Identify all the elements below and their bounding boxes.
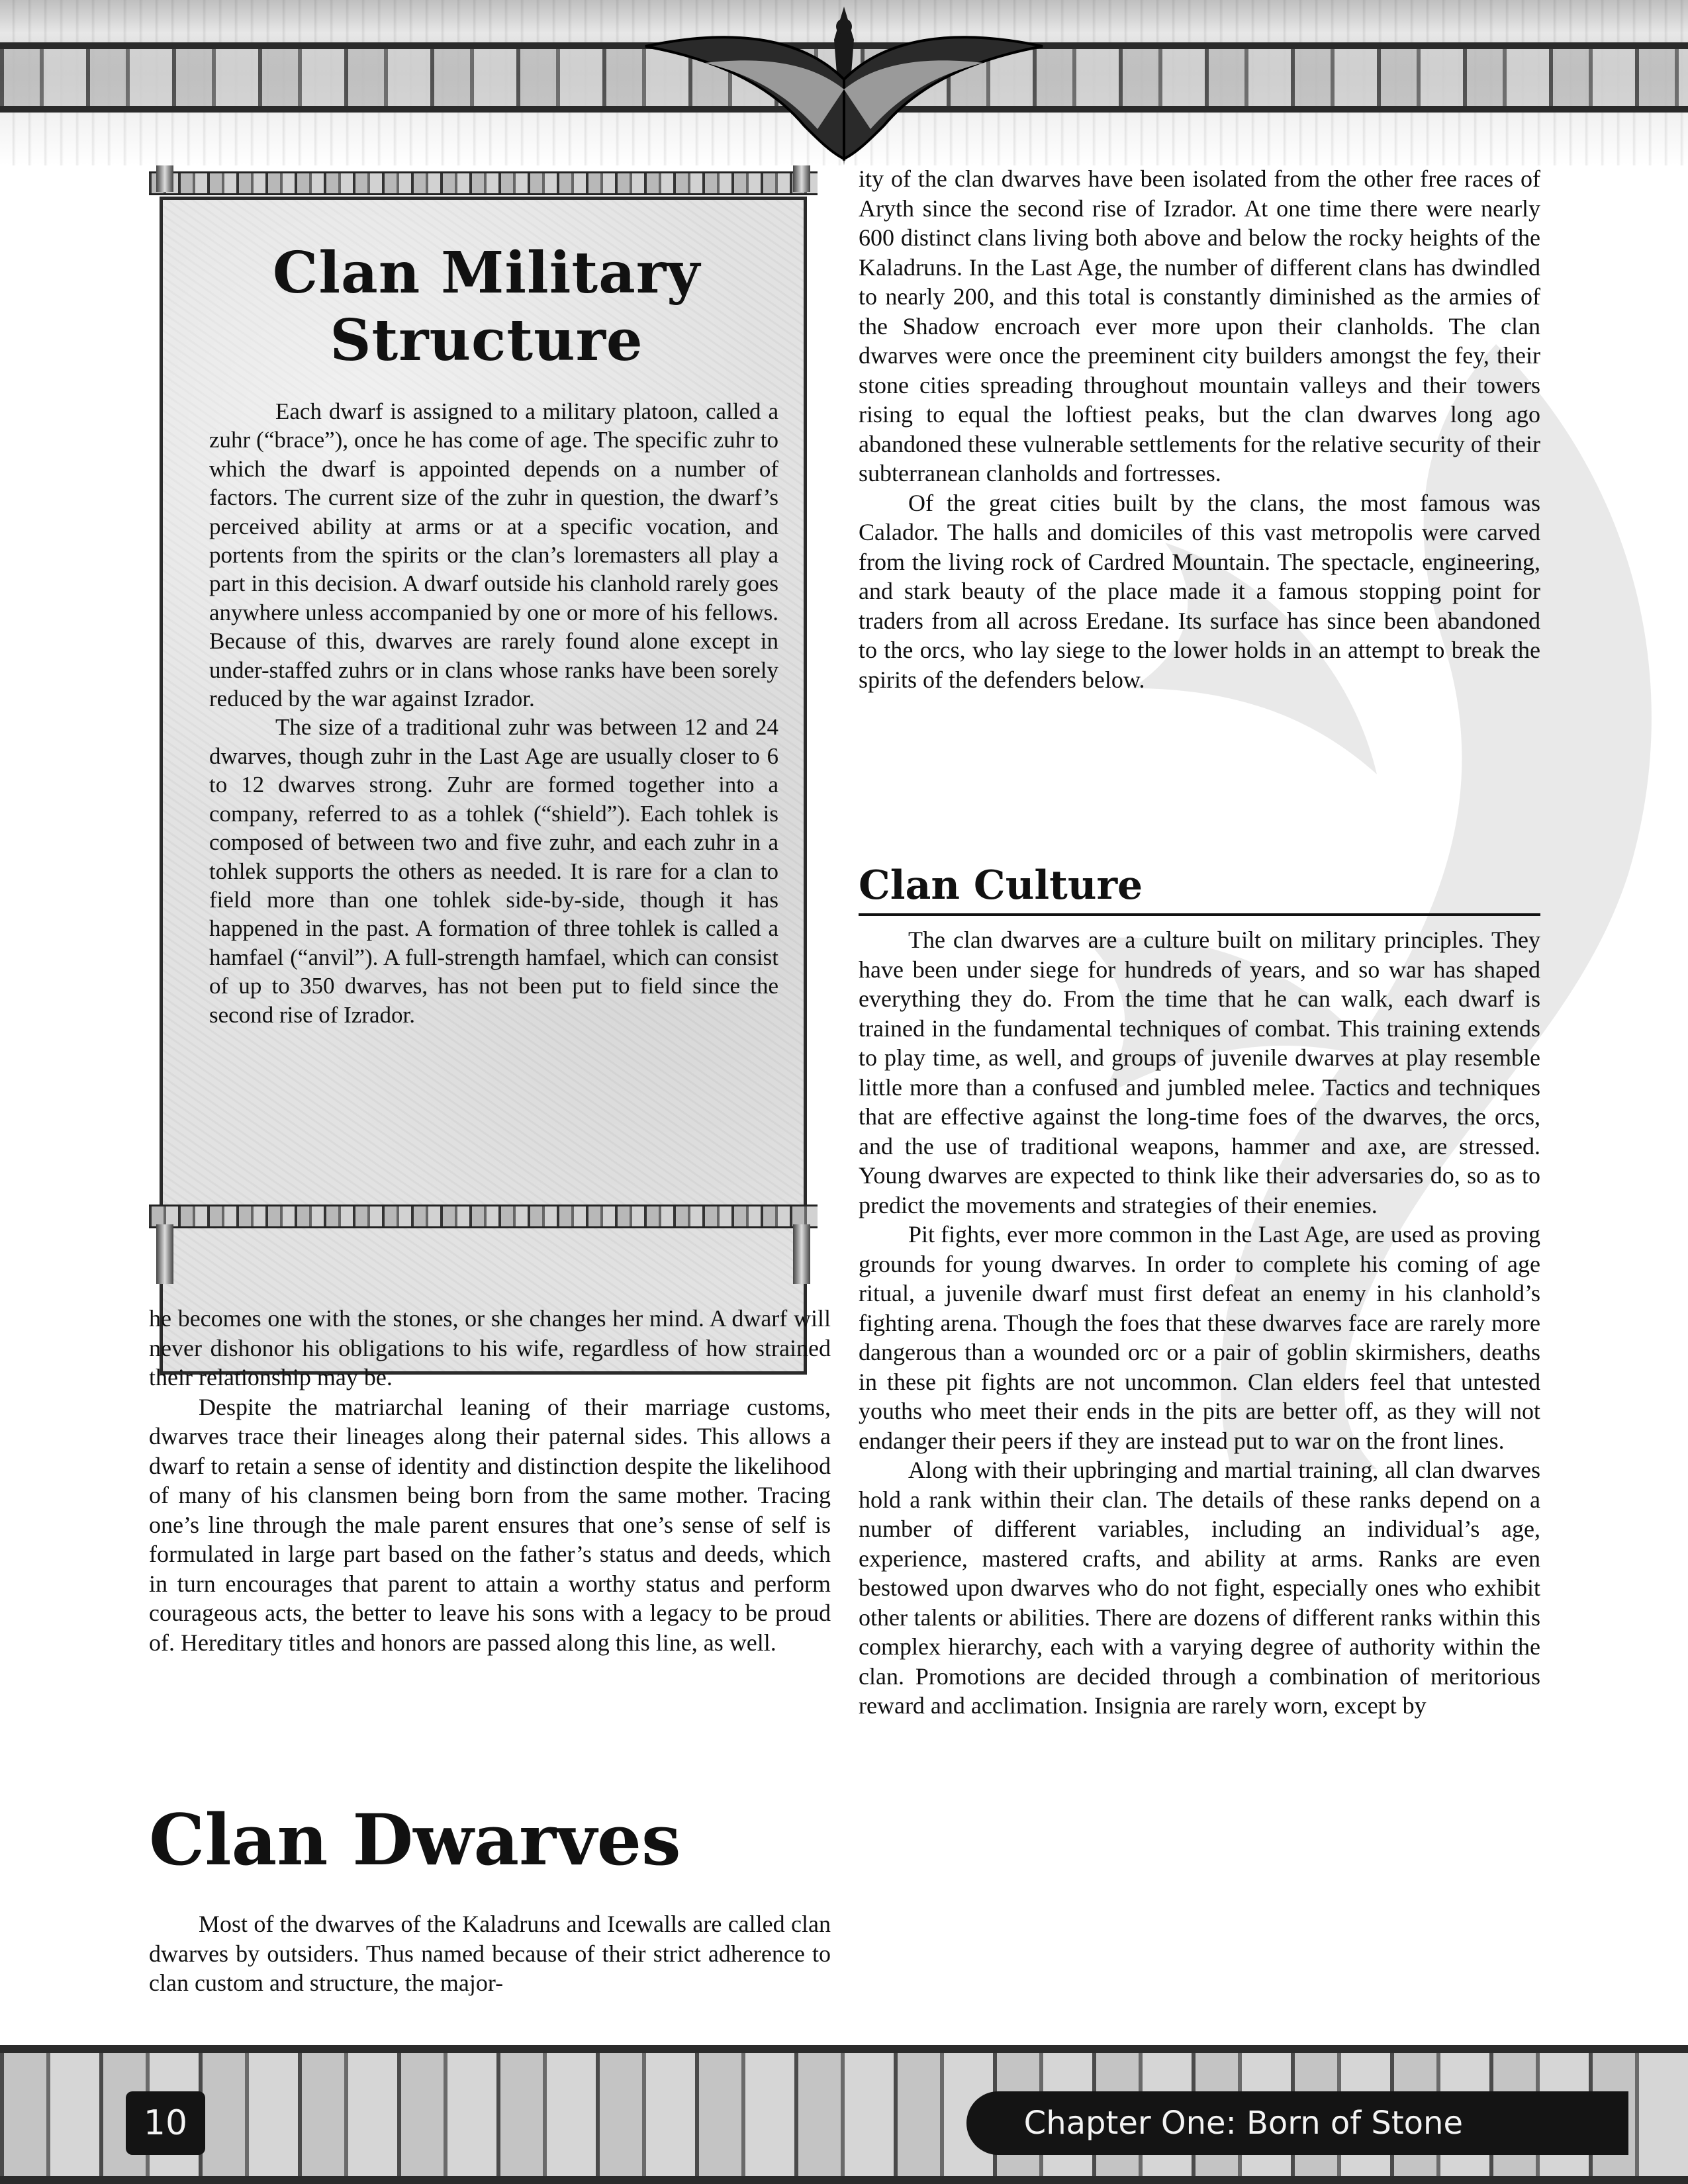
sidebar-body <box>209 397 778 1029</box>
right-paragraph-ranks: Along with their upbringing and martial training, all clan dwarves hold a rank within their clan. The details of these ranks depend on a number of different variables, including an individual’s age, experience, mastered crafts, and ability at arms. Ranks are even bestowed upon dwarves who do not fight, especially ones who exhibit other talents or abilities. There are dozens of different ranks within this complex hierarchy, each with a varying degree of authority within the clan. Promotions are decided through a combination of meritorious reward and acclimation. Insignia are rarely worn, except by <box>859 1457 1540 1719</box>
sidebar-bottom-rail <box>149 1205 818 1228</box>
sidebar-right-post <box>793 1224 810 1284</box>
sidebar-left-top-post <box>156 165 173 192</box>
page-number: 10 <box>126 2091 205 2155</box>
sidebar-paragraph: Each dwarf is assigned to a military platoon, called a zuhr (“brace”), once he has come of age. The specific zuhr to which the dwarf is appointed depends on a number of factors. The current size of the zuhr in question, the dwarf’s perceived ability at arms or at a specific vocation, and portents from the spirits or the clan’s loremasters all play a part in this decision. A dwarf outside his clanhold rarely goes anywhere unless accompanied by one or more of his fellows. Because of this, dwarves are rarely found alone except in under-staffed zuhrs or in clans whose ranks have been sorely reduced by the war against Izrador. <box>209 398 778 712</box>
sidebar-left-post <box>156 1224 173 1284</box>
left-paragraph-lineage: Despite the matriarchal leaning of their marriage customs, dwarves trace their lineages along their paternal sides. This allows a dwarf to retain a sense of identity and distinction despite the likelihood of many of his clansmen being born from the same mother. Tracing one’s line through the male parent ensures that one’s sense of self is formulated in large part based on the father’s status and deeds, which in turn encourages that parent to attain a worthy status and perform courageous acts, the better to leave his sons with a legacy to be proud of. Hereditary titles and honors are passed along this line, as well. <box>149 1393 831 1656</box>
sidebar-paragraph: The size of a traditional zuhr was between 12 and 24 dwarves, though zuhr in the Last Age are usually closer to 6 to 12 dwarves strong. Zuhr are formed together into a company, referred to as a tohlek (“shield”). Each tohlek is composed of between two and five zuhr, and each zuhr in a tohlek supports the others as needed. It is rare for a clan to field more than one tohlek side-by-side, though it has happened in the past. A formation of three tohlek is called a hamfael (“anvil”). A full-strength hamfael, which can consist of up to 350 dwarves, has not been put to field since the second rise of Izrador. <box>209 714 778 1028</box>
right-column-upper-text <box>859 164 1540 694</box>
right-column-lower-text <box>859 925 1540 1721</box>
left-column-lower-text <box>149 1909 831 1998</box>
sidebar-title-line1: Clan Military <box>272 240 701 306</box>
left-column-upper-text <box>149 1304 831 1657</box>
sidebar-panel <box>160 197 807 1375</box>
left-continued-paragraph: he becomes one with the stones, or she changes her mind. A dwarf will never dishonor his obligations to his wife, regardless of how strained their relationship may be. <box>149 1305 831 1390</box>
section-heading-clan-culture: Clan Culture <box>859 860 1540 916</box>
bottom-border-edge-lower <box>0 2176 1688 2184</box>
left-paragraph-intro: Most of the dwarves of the Kaladruns and Icewalls are called clan dwarves by outsiders. Thus named because of their strict adherence to clan custom and structure, the major- <box>149 1911 831 1996</box>
sidebar-top-rail <box>149 171 818 195</box>
bottom-border-edge-upper <box>0 2045 1688 2053</box>
right-continued-paragraph: ity of the clan dwarves have been isolated from the other free races of Aryth since the second rise of Izrador. At one time there were nearly 600 distinct clans living both above and below the rocky heights of the Kaladruns. In the Last Age, the number of different clans has dwindled to nearly 200, and this total is constantly diminished as the armies of the Shadow encroach ever more upon their clanholds. The clan dwarves were once the preeminent city builders amongst the fey, their stone cities spreading throughout mountain valleys and their towers rising to equal the loftiest peaks, but the clan dwarves long ago abandoned these vulnerable settlements for the relative security of their subterranean clanholds and fortresses. <box>859 165 1540 486</box>
sidebar-title <box>163 240 810 375</box>
horned-emblem-icon <box>606 0 1082 172</box>
sidebar-box <box>149 169 818 1281</box>
chapter-title: Chapter One: Born of Stone <box>966 2091 1628 2155</box>
sidebar-right-top-post <box>793 165 810 192</box>
sidebar-title-line2: Structure <box>330 307 643 374</box>
right-paragraph-calador: Of the great cities built by the clans, the most famous was Calador. The halls and domiciles of this vast metropolis were carved from the living rock of Cardred Mountain. The spectacle, engineering, and stark beauty of the place made it a famous stopping point for traders from all across Eredane. Its surface has since been abandoned to the orcs, who lay siege to the lower holds in an attempt to break the spirits of the defenders below. <box>859 489 1540 693</box>
section-heading-clan-dwarves: Clan Dwarves <box>149 1798 681 1881</box>
top-ornamental-border <box>0 0 1688 165</box>
right-paragraph-pit-fights: Pit fights, ever more common in the Last Age, are used as proving grounds for young dwarves. In order to complete his coming of age ritual, a juvenile dwarf must first defeat an enemy in his clanhold’s fighting arena. Though the foes that these dwarves face are rarely more dangerous than a wounded orc or a pair of goblin skirmishers, deaths in these pit fights are not uncommon. Clan elders feel that untested youths who meet their ends in the pits are better off, as they will not endanger their peers if they are instead put to war on the front lines. <box>859 1221 1540 1454</box>
right-paragraph-culture: The clan dwarves are a culture built on military principles. They have been under siege for hundreds of years, and so war has shaped everything they do. From the time that he can walk, each dwarf is trained in the fundamental techniques of combat. This training extends to play time, as well, and groups of juvenile dwarves at play resemble little more than a confused and jumbled melee. Tactics and techniques that are effective against the long-time foes of the dwarves, the orcs, and the use of traditional weapons, hammer and axe, are stressed. Young dwarves are expected to think like their adversaries do, so as to predict the movements and strategies of their enemies. <box>859 927 1540 1218</box>
